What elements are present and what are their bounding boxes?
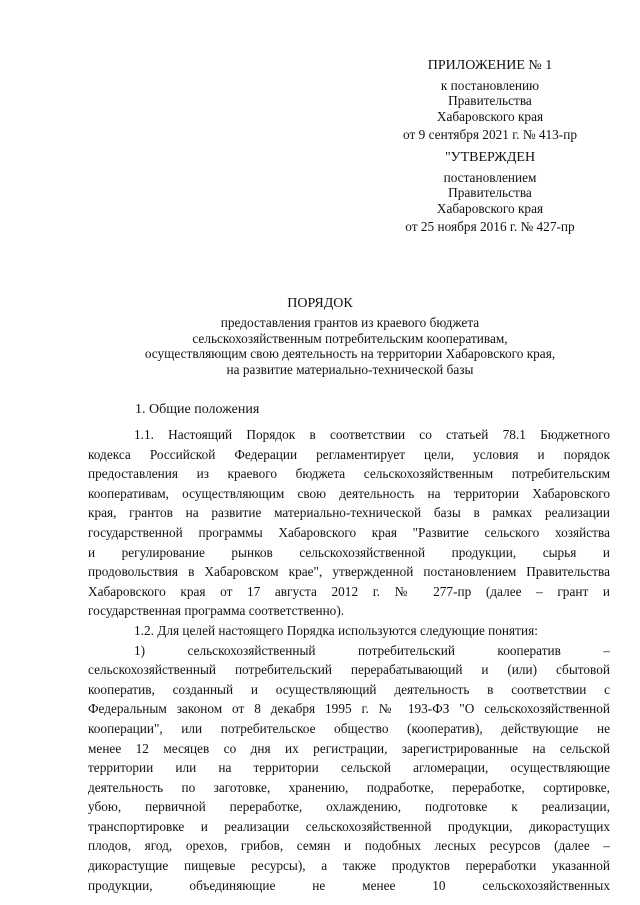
paragraph-line: продукции, объединяющие не менее 10 сельскохозяйственных bbox=[88, 877, 610, 893]
appendix-line: Правительства bbox=[448, 93, 532, 108]
paragraph-line: края, грантов на развитие материально-технической базы в рамках реализации bbox=[88, 505, 610, 521]
approved-title: "УТВЕРЖДЕН bbox=[444, 150, 536, 165]
paragraph-line: кооперации", или потребительское общество (кооператив), действующие не bbox=[88, 720, 610, 736]
document-subtitle bbox=[100, 315, 600, 377]
appendix-line: к постановлению bbox=[440, 77, 540, 93]
paragraph-line: плодов, ягод, орехов, грибов, семян и подобных лесных ресурсов (далее – bbox=[88, 838, 610, 854]
paragraph-line: территории или на территории сельской агломерации, осуществляющие bbox=[88, 760, 610, 776]
paragraph-line: предоставления из краевого бюджета сельскохозяйственным потребительским bbox=[88, 466, 610, 482]
paragraph-line: Федеральным законом от 8 декабря 1995 г. № 193-ФЗ "О сельскохозяйственной bbox=[88, 701, 610, 717]
paragraph-line: транспортировке и реализации сельскохозяйственной продукции, дикорастущих bbox=[88, 818, 610, 834]
paragraph-line: менее 12 месяцев со дня их регистрации, зарегистрированные на сельской bbox=[88, 740, 610, 756]
paragraph-line: государственной программы Хабаровского края "Развитие сельского хозяйства bbox=[88, 524, 610, 540]
paragraph-line: 1.1. Настоящий Порядок в соответствии со статьей 78.1 Бюджетного bbox=[134, 427, 610, 442]
approved-line: постановлением bbox=[443, 169, 537, 185]
paragraph-line: дикорастущие пищевые ресурсы), а также продуктов переработки указанной bbox=[88, 858, 610, 874]
paragraph-line: деятельность по заготовке, хранению, подработке, переработке, сортировке, bbox=[88, 779, 610, 795]
paragraph-line: кодекса Российской Федерации регламентирует цели, условия и порядок bbox=[88, 446, 610, 462]
subtitle-line: предоставления грантов из краевого бюджета bbox=[220, 315, 480, 330]
paragraph-line: кооператив, созданный и осуществляющий деятельность в соответствии с bbox=[88, 681, 610, 697]
paragraph-line: убою, первичной переработке, охлаждению, подготовке к реализации, bbox=[88, 799, 610, 815]
paragraph-line: государственная программа соответственно). bbox=[88, 603, 345, 619]
subtitle-line: сельскохозяйственным потребительским кооперативам, bbox=[192, 330, 508, 346]
paragraph-line: 1) сельскохозяйственный потребительский кооператив – bbox=[134, 642, 610, 658]
subtitle-line: осуществляющим свою деятельность на территории Хабаровского края, bbox=[144, 346, 556, 361]
paragraph-line: Хабаровского края от 17 августа 2012 г. № 277-пр (далее – грант и bbox=[88, 583, 610, 599]
approved-block bbox=[380, 150, 600, 235]
paragraph-line: кооперативам, осуществляющим свою деятельность на территории Хабаровского bbox=[88, 485, 610, 501]
document-title: ПОРЯДОК bbox=[287, 296, 353, 311]
approved-line: Правительства bbox=[448, 185, 532, 200]
appendix-line: Хабаровского края bbox=[436, 108, 544, 124]
appendix-title: ПРИЛОЖЕНИЕ № 1 bbox=[427, 58, 553, 73]
paragraph-line: 1.2. Для целей настоящего Порядка используются следующие понятия: bbox=[134, 622, 538, 638]
section-heading: 1. Общие положения bbox=[135, 402, 260, 417]
paragraph-line: сельскохозяйственный потребительский перерабатывающий и (или) сбытовой bbox=[88, 662, 610, 678]
approved-date: от 25 ноября 2016 г. № 427-пр bbox=[405, 219, 575, 234]
document-body bbox=[88, 425, 610, 895]
appendix-block bbox=[380, 58, 600, 143]
paragraph-line: продовольствия в Хабаровском крае", утвержденной постановлением Правительства bbox=[88, 564, 610, 580]
appendix-date: от 9 сентября 2021 г. № 413-пр bbox=[403, 127, 577, 142]
approved-line: Хабаровского края bbox=[436, 200, 544, 216]
subtitle-line: на развитие материально-технической базы bbox=[226, 361, 474, 377]
paragraph-line: и регулирование рынков сельскохозяйственной продукции, сырья и bbox=[88, 544, 610, 560]
